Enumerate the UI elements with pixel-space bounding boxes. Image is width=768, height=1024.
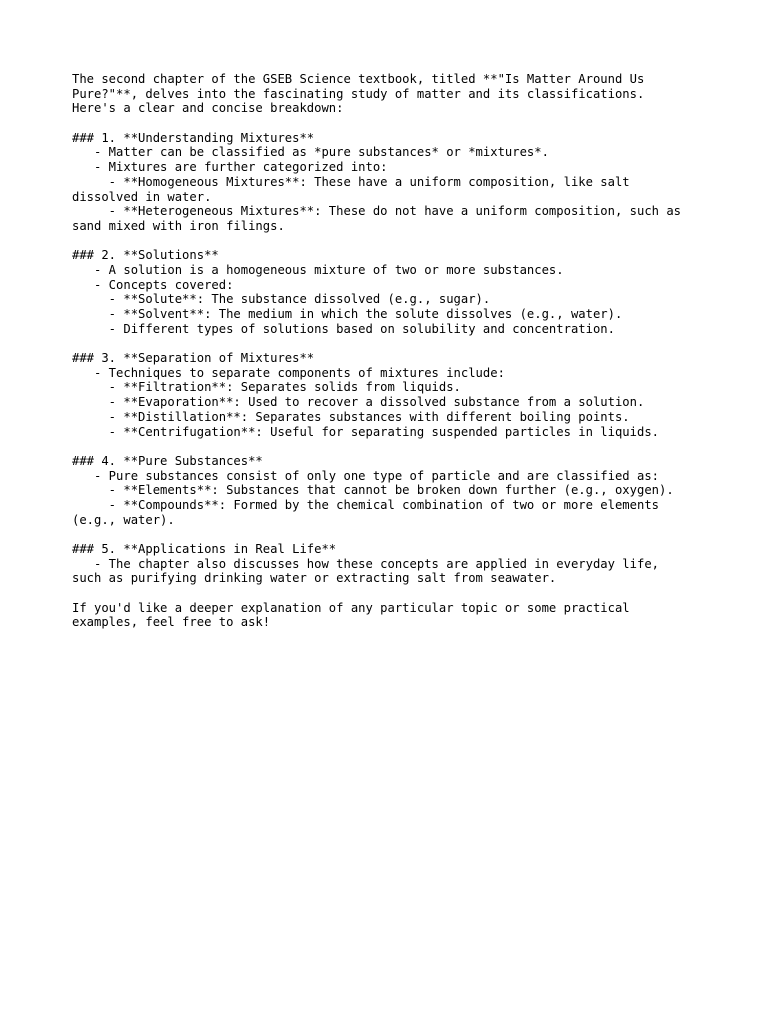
section-3-item: - Techniques to separate components of mixtures include: [72,365,505,380]
document-page [72,72,712,630]
intro-line-1: The second chapter of the GSEB Science textbook, titled **"Is Matter Around Us [72,72,645,86]
closing-line-2: examples, feel free to ask! [72,615,271,630]
section-1-item: - Mixtures are further categorized into: [72,160,388,175]
blank-line [72,234,712,249]
closing-line-1: If you'd like a deeper explanation of any particular topic or some practical [72,600,630,615]
blank-line [72,336,712,351]
section-1-subitem-continued: dissolved in water. [72,189,212,204]
section-2-item: - Concepts covered: [72,277,234,292]
section-3-heading: ### 3. **Separation of Mixtures** [72,351,315,366]
section-2-heading: ### 2. **Solutions** [72,248,219,263]
blank-line [72,439,712,454]
section-1-subitem: - **Homogeneous Mixtures**: These have a uniform composition, like salt [72,174,630,189]
section-1-heading: ### 1. **Understanding Mixtures** [72,130,315,145]
section-4-subitem: - **Compounds**: Formed by the chemical combination of two or more elements [72,497,659,512]
section-1-subitem-continued: sand mixed with iron filings. [72,218,285,233]
blank-line [72,527,712,542]
section-2-subitem: - **Solute**: The substance dissolved (e.g., sugar). [72,292,491,307]
section-5-item-continued: such as purifying drinking water or extracting salt from seawater. [72,571,557,586]
section-5-heading: ### 5. **Applications in Real Life** [72,542,337,556]
section-3-subitem: - **Centrifugation**: Useful for separating suspended particles in liquids. [72,424,659,439]
section-2-subitem: - **Solvent**: The medium in which the solute dissolves (e.g., water). [72,307,623,321]
section-4-subitem-continued: (e.g., water). [72,512,175,527]
section-4-item: - Pure substances consist of only one type of particle and are classified as: [72,468,659,483]
intro-line-2: Pure?"**, delves into the fascinating study of matter and its classifications. [72,86,645,101]
section-2-subitem: - Different types of solutions based on solubility and concentration. [72,321,615,336]
section-3-subitem: - **Evaporation**: Used to recover a dissolved substance from a solution. [72,395,645,410]
section-3-subitem: - **Filtration**: Separates solids from liquids. [72,380,461,395]
blank-line [72,586,712,601]
section-1-subitem: - **Heterogeneous Mixtures**: These do not have a uniform composition, such as [72,204,682,219]
section-4-heading: ### 4. **Pure Substances** [72,453,263,468]
intro-line-3: Here's a clear and concise breakdown: [72,101,344,116]
section-4-subitem: - **Elements**: Substances that cannot be broken down further (e.g., oxygen). [72,483,674,498]
section-5-item: - The chapter also discusses how these concepts are applied in everyday life, [72,556,659,571]
section-2-item: - A solution is a homogeneous mixture of two or more substances. [72,262,564,277]
section-3-subitem: - **Distillation**: Separates substances with different boiling points. [72,409,630,424]
section-1-item: - Matter can be classified as *pure substances* or *mixtures*. [72,145,549,160]
blank-line [72,116,712,131]
